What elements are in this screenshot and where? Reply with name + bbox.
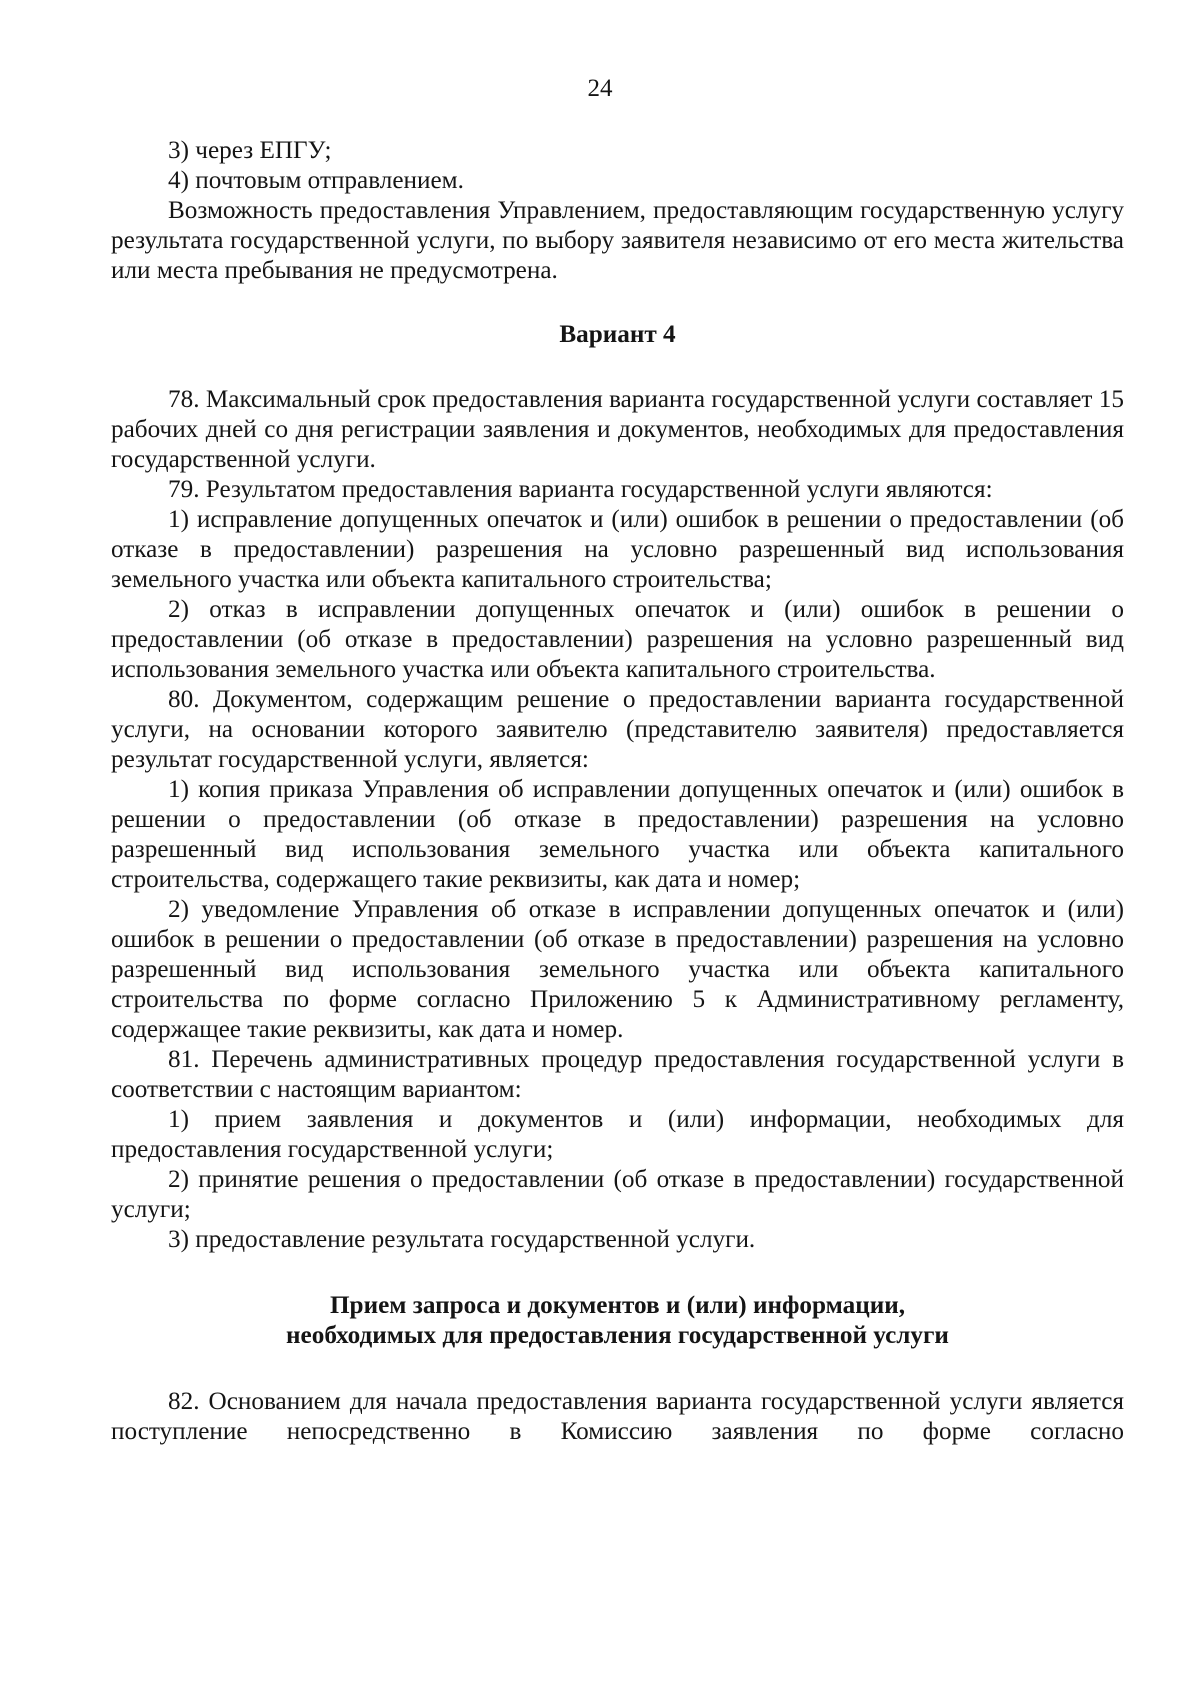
section-heading-reception (111, 1291, 1124, 1351)
list-item: 2) принятие решения о предоставлении (об отказе в предоставлении) государственной услуги; (111, 1166, 1124, 1223)
list-item: 3) предоставление результата государственной услуги. (168, 1226, 756, 1253)
section-heading-line: необходимых для предоставления государственной услуги (286, 1322, 949, 1349)
list-item: 1) прием заявления и документов и (или) информации, необходимых для предоставления государственной услуги; (111, 1106, 1124, 1163)
section-heading-variant: Вариант 4 (559, 321, 676, 348)
paragraph-80: 80. Документом, содержащим решение о предоставлении варианта государственной услуги, на основании которого заявителю (представителю заявителя) предоставляется результат государственной услуги, является: (111, 686, 1124, 773)
page-number: 24 (587, 75, 613, 102)
list-item: 3) через ЕПГУ; (168, 137, 332, 164)
paragraph: Возможность предоставления Управлением, предоставляющим государственную услугу результата государственной услуги, по выбору заявителя независимо от его места жительства или места пребывания не предусмотрена. (111, 197, 1124, 284)
list-item: 2) отказ в исправлении допущенных опечаток и (или) ошибок в решении о предоставлении (об отказе в предоставлении) разрешения на условно разрешенный вид использования земельного участка или объекта капитального строительства. (111, 596, 1124, 683)
paragraph-81: 81. Перечень административных процедур предоставления государственной услуги в соответствии с настоящим вариантом: (111, 1046, 1124, 1103)
list-item: 1) копия приказа Управления об исправлении допущенных опечаток и (или) ошибок в решении о предоставлении (об отказе в предоставлении) разрешения на условно разрешенный вид использования земельного участка или объекта капитального строительства, содержащего такие реквизиты, как дата и номер; (111, 776, 1124, 893)
paragraph-79: 79. Результатом предоставления варианта государственной услуги являются: (168, 476, 993, 503)
paragraph-78: 78. Максимальный срок предоставления варианта государственной услуги составляет 15 рабочих дней со дня регистрации заявления и документов, необходимых для предоставления государственной услуги. (111, 386, 1124, 473)
list-item: 1) исправление допущенных опечаток и (или) ошибок в решении о предоставлении (об отказе в предоставлении) разрешения на условно разрешенный вид использования земельного участка или объекта капитального строительства; (111, 506, 1124, 593)
paragraph-82: 82. Основанием для начала предоставления варианта государственной услуги является поступление непосредственно в Комиссию заявления по форме согласно (111, 1388, 1124, 1445)
document-body (111, 136, 1124, 1447)
section-heading-line: Прием запроса и документов и (или) информации, (329, 1292, 906, 1319)
list-item: 4) почтовым отправлением. (168, 167, 464, 194)
list-item: 2) уведомление Управления об отказе в исправлении допущенных опечаток и (или) ошибок в решении о предоставлении (об отказе в предоставлении) разрешения на условно разрешенный вид использования земельного участка или объекта капитального строительства по форме согласно Приложению 5 к Административному регламенту, содержащее такие реквизиты, как дата и номер. (111, 896, 1124, 1043)
